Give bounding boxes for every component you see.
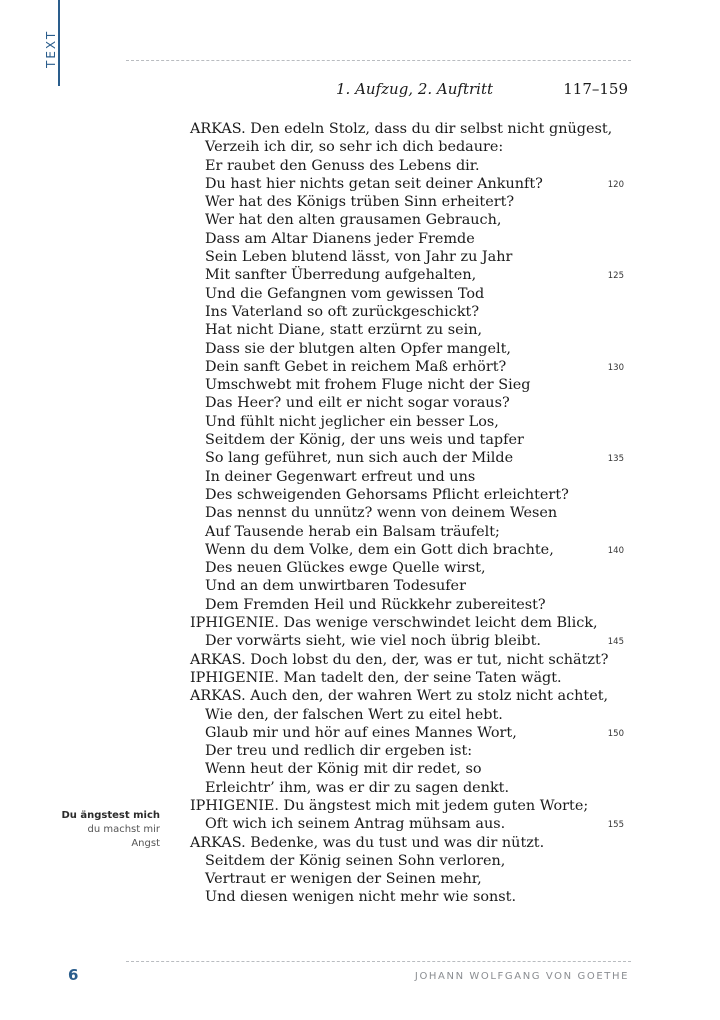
gloss-definition-line-2: Angst [131, 838, 160, 849]
verse-line [190, 834, 630, 852]
verse-line-text: Der treu und redlich dir ergeben ist: [205, 743, 473, 760]
footer-author: JOHANN WOLFGANG VON GOETHE [414, 971, 629, 982]
verse-line [190, 468, 630, 486]
verse-line [190, 449, 630, 467]
verse-line-text: ARKAS. Doch lobst du den, der, was er tut, nicht schätzt? [190, 651, 609, 668]
verse-line [190, 870, 630, 888]
footer-divider [126, 961, 631, 962]
verse-line [190, 120, 630, 138]
verse-line-text: Wenn heut der König mit dir redet, so [205, 761, 482, 778]
verse-line [190, 211, 630, 229]
gloss-term: Du ängstest mich [61, 810, 160, 821]
verse-line-text: In deiner Gegenwart erfreut und uns [205, 468, 476, 485]
verse-line [190, 340, 630, 358]
verse-line-text: Dem Fremden Heil und Rückkehr zubereitest? [205, 596, 546, 613]
verse-line-text: Auf Tausende herab ein Balsam träufelt; [205, 523, 500, 540]
verse-line [190, 376, 630, 394]
verse-line [190, 431, 630, 449]
verse-line [190, 504, 630, 522]
verse-line-text: Wer hat den alten grausamen Gebrauch, [205, 212, 502, 229]
line-range: 117–159 [563, 80, 628, 98]
verse-line [190, 523, 630, 541]
line-number: 150 [607, 728, 624, 739]
verse-line [190, 230, 630, 248]
verse-line-text: Seitdem der König seinen Sohn verloren, [205, 852, 506, 869]
verse-line-text: Seitdem der König, der uns weis und tapfer [205, 432, 524, 449]
line-number: 155 [607, 820, 624, 831]
verse-line-text: ARKAS. Bedenke, was du tust und was dir nützt. [190, 834, 545, 851]
verse-line [190, 779, 630, 797]
scene-title: 1. Aufzug, 2. Auftritt [336, 80, 494, 98]
verse-line [190, 157, 630, 175]
verse-line [190, 413, 630, 431]
verse-line-text: Er raubet den Genuss des Lebens dir. [205, 157, 480, 174]
verse-line [190, 285, 630, 303]
page-number: 6 [68, 966, 79, 984]
verse-line [190, 760, 630, 778]
verse-line-text: Und die Gefangnen vom gewissen Tod [205, 285, 485, 302]
line-number: 135 [607, 454, 624, 465]
verse-line-text: Du hast hier nichts getan seit deiner Ankunft? [205, 175, 543, 192]
verse-line [190, 852, 630, 870]
margin-gloss [61, 809, 160, 851]
verse-line-text: Erleichtr’ ihm, was er dir zu sagen denkt. [205, 779, 510, 796]
line-number: 130 [607, 362, 624, 373]
verse-line-text: Wer hat des Königs trüben Sinn erheitert? [205, 194, 515, 211]
verse-line-text: ARKAS. Auch den, der wahren Wert zu stolz nicht achtet, [190, 688, 609, 705]
verse-line [190, 193, 630, 211]
header-divider [126, 60, 631, 61]
verse-line-text: Umschwebt mit frohem Fluge nicht der Sieg [205, 377, 531, 394]
verse-line [190, 577, 630, 595]
verse-line-text: IPHIGENIE. Das wenige verschwindet leicht dem Blick, [190, 615, 598, 632]
verse-line-text: Und fühlt nicht jeglicher ein besser Los, [205, 413, 499, 430]
verse-line [190, 175, 630, 193]
verse-line-text: Das Heer? und eilt er nicht sogar voraus? [205, 395, 510, 412]
verse-line-text: ARKAS. Den edeln Stolz, dass du dir selbst nicht gnügest, [190, 121, 613, 137]
verse-line [190, 486, 630, 504]
verse-line-text: Verzeih ich dir, so sehr ich dich bedaure: [205, 139, 504, 156]
verse-line-text: Dein sanft Gebet in reichem Maß erhört? [205, 358, 507, 375]
section-tab-label: TEXT [44, 29, 58, 68]
verse-line [190, 742, 630, 760]
verse-line-text: Dass am Altar Dianens jeder Fremde [205, 230, 475, 247]
verse-line-text: Wie den, der falschen Wert zu eitel hebt. [205, 706, 503, 723]
verse-line [190, 632, 630, 650]
verse-line-text: Glaub mir und hör auf eines Mannes Wort, [205, 724, 517, 741]
verse-line [190, 706, 630, 724]
verse-line-text: Oft wich ich seinem Antrag mühsam aus. [205, 816, 506, 833]
line-number: 120 [607, 179, 624, 190]
verse-text [190, 120, 630, 907]
verse-line [190, 815, 630, 833]
verse-line-text: Sein Leben blutend lässt, von Jahr zu Jahr [205, 249, 513, 266]
verse-line-text: Der vorwärts sieht, wie viel noch übrig bleibt. [205, 633, 541, 650]
line-number: 145 [607, 637, 624, 648]
verse-line [190, 303, 630, 321]
verse-line [190, 797, 630, 815]
verse-line [190, 651, 630, 669]
verse-line [190, 559, 630, 577]
verse-line [190, 596, 630, 614]
verse-line-text: Des schweigenden Gehorsams Pflicht erleichtert? [205, 486, 569, 503]
verse-line [190, 138, 630, 156]
verse-line-text: Und diesen wenigen nicht mehr wie sonst. [205, 889, 517, 906]
gloss-definition-line-1: du machst mir [87, 824, 160, 835]
verse-line [190, 321, 630, 339]
verse-line-text: Das nennst du unnütz? wenn von deinem Wesen [205, 505, 558, 522]
verse-line-text: Vertraut er wenigen der Seinen mehr, [205, 871, 482, 888]
verse-line-text: Ins Vaterland so oft zurückgeschickt? [205, 303, 480, 320]
verse-line [190, 394, 630, 412]
verse-line [190, 614, 630, 632]
verse-line-text: Dass sie der blutgen alten Opfer mangelt, [205, 340, 511, 357]
verse-line-text: IPHIGENIE. Man tadelt den, der seine Taten wägt. [190, 669, 562, 686]
verse-line-text: Des neuen Glückes ewge Quelle wirst, [205, 560, 486, 577]
verse-line [190, 358, 630, 376]
verse-line-text: Und an dem unwirtbaren Todesufer [205, 578, 466, 595]
verse-line [190, 669, 630, 687]
verse-line-text: IPHIGENIE. Du ängstest mich mit jedem guten Worte; [190, 797, 589, 814]
verse-line [190, 248, 630, 266]
line-number: 140 [607, 545, 624, 556]
verse-line-text: So lang geführet, nun sich auch der Milde [205, 450, 514, 467]
verse-line-text: Wenn du dem Volke, dem ein Gott dich brachte, [205, 541, 554, 558]
verse-line [190, 541, 630, 559]
verse-line [190, 724, 630, 742]
line-number: 125 [607, 271, 624, 282]
verse-line [190, 687, 630, 705]
verse-line [190, 266, 630, 284]
verse-line-text: Hat nicht Diane, statt erzürnt zu sein, [205, 322, 483, 339]
verse-line [190, 888, 630, 906]
verse-line-text: Mit sanfter Überredung aufgehalten, [205, 267, 477, 284]
